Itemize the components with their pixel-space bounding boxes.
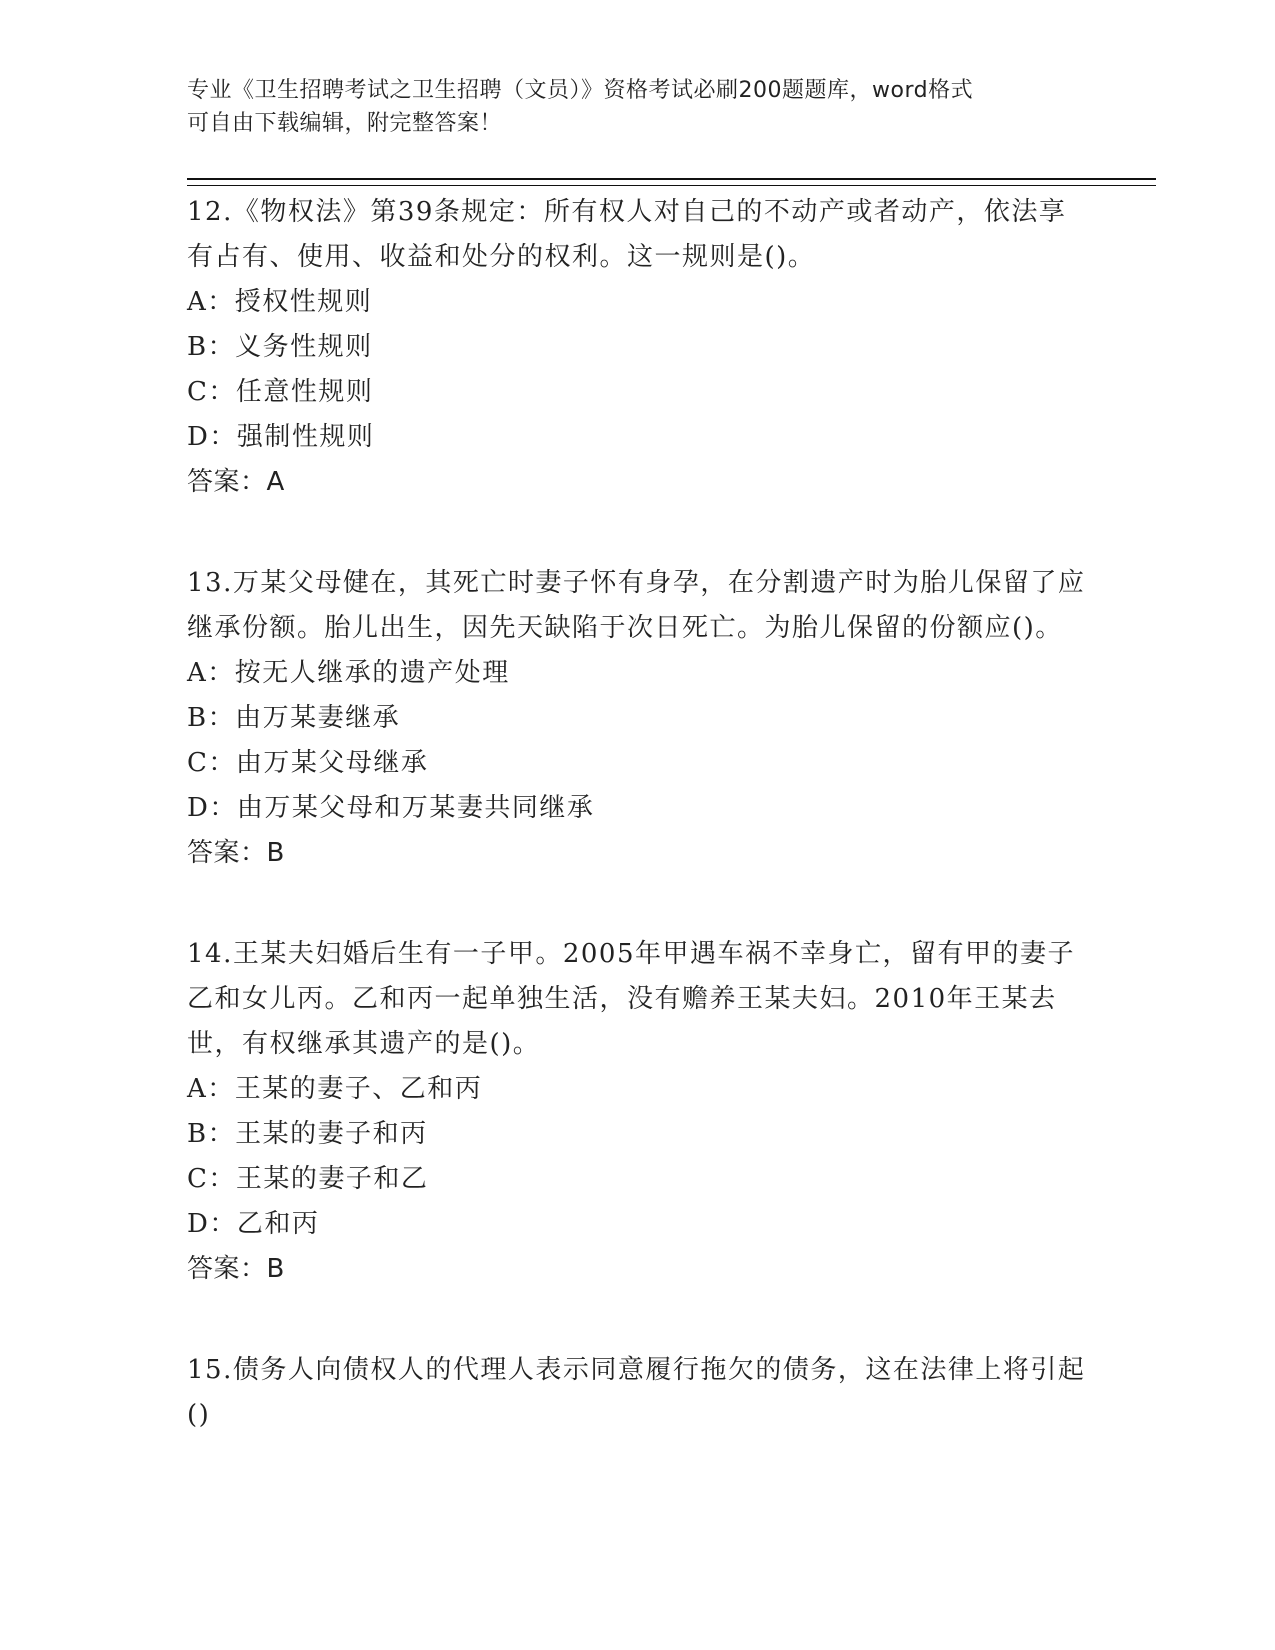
question-stem: 12.《物权法》第39条规定：所有权人对自己的不动产或者动产，依法享有占有、使用、收益和处分的权利。这一规则是()。 (187, 197, 1067, 272)
option-d: D：由万某父母和万某妻共同继承 (187, 793, 595, 823)
header-divider-thin (187, 185, 1156, 186)
option-d: D：乙和丙 (187, 1209, 320, 1239)
question-12 (187, 190, 1087, 505)
question-15 (187, 1348, 1087, 1438)
question-13 (187, 561, 1087, 876)
option-a: A：按无人继承的遗产处理 (187, 658, 510, 688)
answer-label: 答案：B (187, 1254, 285, 1284)
option-c: C：由万某父母继承 (187, 748, 429, 778)
option-b: B：王某的妻子和丙 (187, 1119, 428, 1149)
question-stem: 15.债务人向债权人的代理人表示同意履行拖欠的债务，这在法律上将引起() (187, 1355, 1086, 1430)
header-line-2: 可自由下载编辑，附完整答案！ (187, 111, 503, 136)
answer-label: 答案：A (187, 467, 285, 497)
question-list (187, 190, 1087, 1494)
question-14 (187, 932, 1087, 1292)
header-line-1: 专业《卫生招聘考试之卫生招聘（文员）》资格考试必刷200题题库，word格式 (187, 78, 974, 103)
option-d: D：强制性规则 (187, 422, 375, 452)
option-c: C：王某的妻子和乙 (187, 1164, 429, 1194)
question-stem: 13.万某父母健在，其死亡时妻子怀有身孕，在分割遗产时为胎儿保留了应继承份额。胎儿出生，因先天缺陷于次日死亡。为胎儿保留的份额应()。 (187, 568, 1086, 643)
option-b: B：由万某妻继承 (187, 703, 401, 733)
option-c: C：任意性规则 (187, 377, 374, 407)
question-stem: 14.王某夫妇婚后生有一子甲。2005年甲遇车祸不幸身亡，留有甲的妻子乙和女儿丙。乙和丙一起单独生活，没有赡养王某夫妇。2010年王某去世，有权继承其遗产的是()。 (187, 939, 1076, 1059)
answer-label: 答案：B (187, 838, 285, 868)
header-divider-thick (187, 178, 1156, 180)
option-a: A：授权性规则 (187, 287, 373, 317)
document-header (187, 74, 1067, 140)
option-a: A：王某的妻子、乙和丙 (187, 1074, 483, 1104)
option-b: B：义务性规则 (187, 332, 373, 362)
